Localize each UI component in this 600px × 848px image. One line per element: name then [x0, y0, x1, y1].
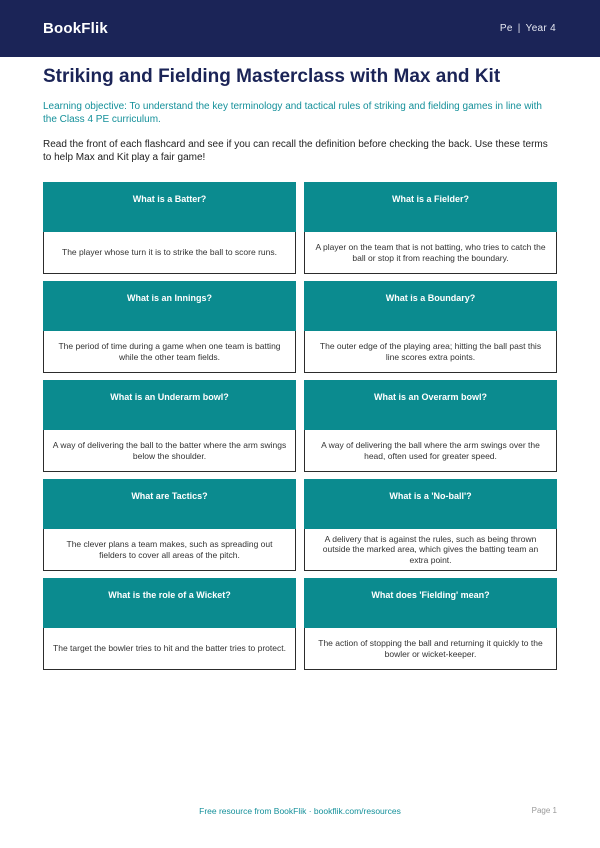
flashcard-back: A way of delivering the ball where the arm swings over the head, often used for greater speed. [304, 430, 557, 472]
header-meta [500, 23, 556, 34]
flashcard [304, 182, 557, 274]
flashcard-back: The target the bowler tries to hit and the batter tries to protect. [43, 628, 296, 670]
page-footer [0, 806, 600, 820]
flashcard-front: What is an Innings? [43, 281, 296, 331]
flashcard [43, 281, 296, 373]
flashcard-front: What is an Overarm bowl? [304, 380, 557, 430]
subject-label: Pe [499, 23, 513, 34]
brand-logo[interactable]: BookFlik [43, 20, 108, 37]
flashcard-back: A delivery that is against the rules, such as being thrown outside the marked area, which gives the batting team an extra point. [304, 529, 557, 571]
flashcard-front: What does 'Fielding' mean? [304, 578, 557, 628]
flashcard [304, 479, 557, 571]
flashcard [304, 281, 557, 373]
flashcard-back: A way of delivering the ball to the batter where the arm swings below the shoulder. [43, 430, 296, 472]
flashcard-back: A player on the team that is not batting, who tries to catch the ball or stop it from reaching the boundary. [304, 232, 557, 274]
flashcard [43, 380, 296, 472]
footer-resource-link[interactable]: Free resource from BookFlik · bookflik.com/resources [199, 806, 401, 816]
flashcard-front: What is the role of a Wicket? [43, 578, 296, 628]
learning-objective: Learning objective: To understand the key terminology and tactical rules of striking and fielding games in line with the Class 4 PE curriculum. [43, 101, 542, 125]
flashcard-back: The outer edge of the playing area; hitting the ball past this line scores extra points. [304, 331, 557, 373]
flashcard [43, 479, 296, 571]
flashcard-front: What is an Underarm bowl? [43, 380, 296, 430]
flashcard [43, 578, 296, 670]
flashcard [43, 182, 296, 274]
flashcard-front: What is a Boundary? [304, 281, 557, 331]
flashcard-back: The action of stopping the ball and returning it quickly to the bowler or wicket-keeper. [304, 628, 557, 670]
flashcard [304, 380, 557, 472]
flashcard-front: What is a Fielder? [304, 182, 557, 232]
header-bar [0, 0, 600, 57]
flashcard-front: What is a 'No-ball'? [304, 479, 557, 529]
flashcard-back: The player whose turn it is to strike the ball to score runs. [43, 232, 296, 274]
flashcard-back: The period of time during a game when one team is batting while the other team fields. [43, 331, 296, 373]
page-title: Striking and Fielding Masterclass with Max and Kit [43, 66, 501, 87]
intro-text: Read the front of each flashcard and see if you can recall the definition before checking the back. Use these terms to help Max and Kit play a fair game! [43, 139, 548, 163]
flashcard-back: The clever plans a team makes, such as spreading out fielders to cover all areas of the pitch. [43, 529, 296, 571]
flashcard-front: What are Tactics? [43, 479, 296, 529]
year-label: Year 4 [525, 23, 556, 34]
meta-separator: | [517, 23, 521, 34]
flashcard [304, 578, 557, 670]
page-number: Page 1 [531, 806, 557, 815]
flashcard-front: What is a Batter? [43, 182, 296, 232]
flashcard-grid [43, 182, 557, 670]
